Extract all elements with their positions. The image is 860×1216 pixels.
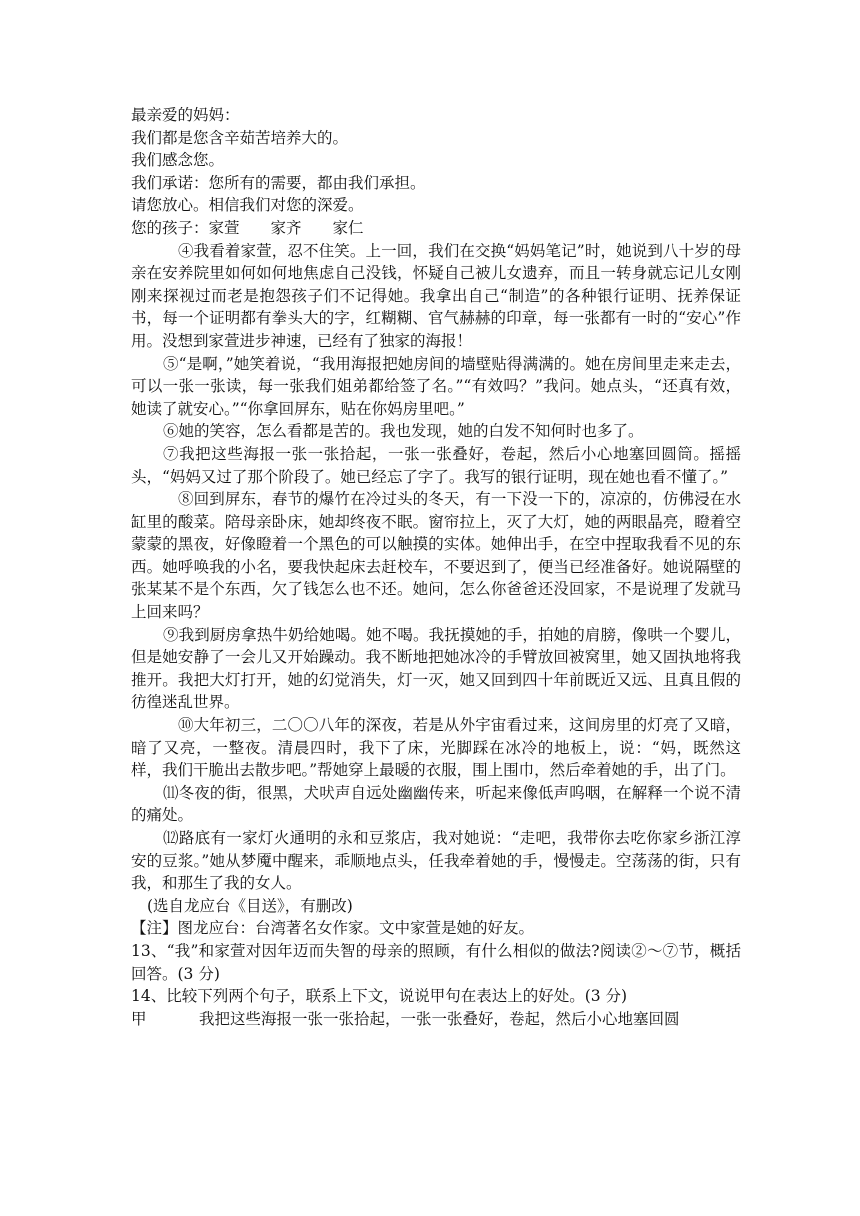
sentence-label: 甲: [131, 1009, 147, 1028]
paragraph-5: ⑤“是啊，”她笑着说，“我用海报把她房间的墙壁贴得满满的。她在房间里走来走去，可以一张一张读，每一张我们姐弟都给签了名。”“有效吗？”我问。她点头，“还真有效，她读了就安心。”“你拿回屏东，贴在你妈房里吧。”: [131, 354, 741, 418]
letter-line: 我们都是您含辛茹苦培养大的。: [131, 128, 349, 147]
comparison-sentence-a: [131, 1008, 741, 1031]
paragraph-12: ⑿路底有一家灯火通明的永和豆浆店，我对她说：“走吧，我带你去吃你家乡浙江淳安的豆浆。”她从梦魇中醒来，乖顺地点头，任我牵着她的手，慢慢走。空荡荡的街，只有我，和那生了我的女人。: [131, 829, 741, 893]
letter-line: 我们感念您。: [131, 151, 225, 170]
paragraph-11: ⑾冬夜的街，很黑，犬吠声自远处幽幽传来，听起来像低声呜咽，在解释一个说不清的痛处。: [131, 783, 741, 825]
letter-line: 请您放心。相信我们对您的深爱。: [131, 196, 364, 215]
source-citation: (选自龙应台《目送》，有删改): [147, 896, 353, 915]
article-body: [131, 104, 741, 1030]
letter-line: 我们承诺：您所有的需要，都由我们承担。: [131, 173, 426, 192]
paragraph-8: ⑧回到屏东，春节的爆竹在冷过头的冬天，有一下没一下的，凉凉的，仿佛浸在水缸里的酸菜。陪母亲卧床，她却终夜不眠。窗帘拉上，灭了大灯，她的两眼晶亮，瞪着空蒙蒙的黑夜，好像瞪着一个黑色的可以触摸的实体。她伸出手，在空中捏取我看不见的东西。她呼唤我的小名，要我快起床去赶校车，不要迟到了，便当已经准备好。她说隔壁的张某某不是个东西，欠了钱怎么也不还。她问，怎么你爸爸还没回家，不是说理了发就马上回来吗？: [131, 490, 741, 622]
question-13: 13、“我”和家萱对因年迈而失智的母亲的照顾，有什么相似的做法?阅读②～⑦节，概括回答。(3 分): [131, 941, 741, 983]
author-note: 【注】图龙应台：台湾著名女作家。文中家萱是她的好友。: [131, 919, 535, 938]
paragraph-9: ⑨我到厨房拿热牛奶给她喝。她不喝。我抚摸她的手，拍她的肩膀，像哄一个婴儿，但是她安静了一会儿又开始躁动。我不断地把她冰冷的手臂放回被窝里，她又固执地将我推开。我把大灯打开，她的幻觉消失，灯一灭，她又回到四十年前既近又远、且真且假的彷徨迷乱世界。: [131, 625, 741, 712]
paragraph-6: ⑥她的笑容，怎么看都是苦的。我也发现，她的白发不知何时也多了。: [163, 422, 644, 441]
paragraph-10: ⑩大年初三，二〇〇八年的深夜，若是从外宇宙看过来，这间房里的灯亮了又暗，暗了又亮，一整夜。清晨四时，我下了床，光脚踩在冰冷的地板上，说：“妈，既然这样，我们干脆出去散步吧。”帮她穿上最暖的衣服，围上围巾，然后牵着她的手，出了门。: [131, 716, 741, 780]
paragraph-7: ⑦我把这些海报一张一张拾起，一张一张叠好，卷起，然后小心地塞回圆筒。摇摇头，“妈妈又过了那个阶段了。她已经忘了字了。我写的银行证明，现在她也看不懂了。”: [131, 444, 741, 486]
question-14: 14、比较下列两个句子，联系上下文，说说甲句在表达上的好处。(3 分): [131, 987, 628, 1006]
letter-greeting: 最亲爱的妈妈：: [131, 106, 240, 124]
letter-signature: 您的孩子：家萱 家齐 家仁: [131, 218, 364, 237]
sentence-text: 我把这些海报一张一张拾起，一张一张叠好，卷起，然后小心地塞回圆: [199, 1009, 680, 1028]
paragraph-4: ④我看着家萱，忍不住笑。上一回，我们在交换“妈妈笔记”时，她说到八十岁的母亲在安养院里如何如何地焦虑自己没钱，怀疑自己被儿女遗弃，而且一转身就忘记儿女刚刚来探视过而老是抱怨孩子们不记得她。我拿出自己“制造”的各种银行证明、抚养保证书，每一个证明都有拳头大的字，红糊糊、官气赫赫的印章，每一张都有一时的“安心”作用。没想到家萱进步神速，已经有了独家的海报！: [131, 241, 741, 350]
